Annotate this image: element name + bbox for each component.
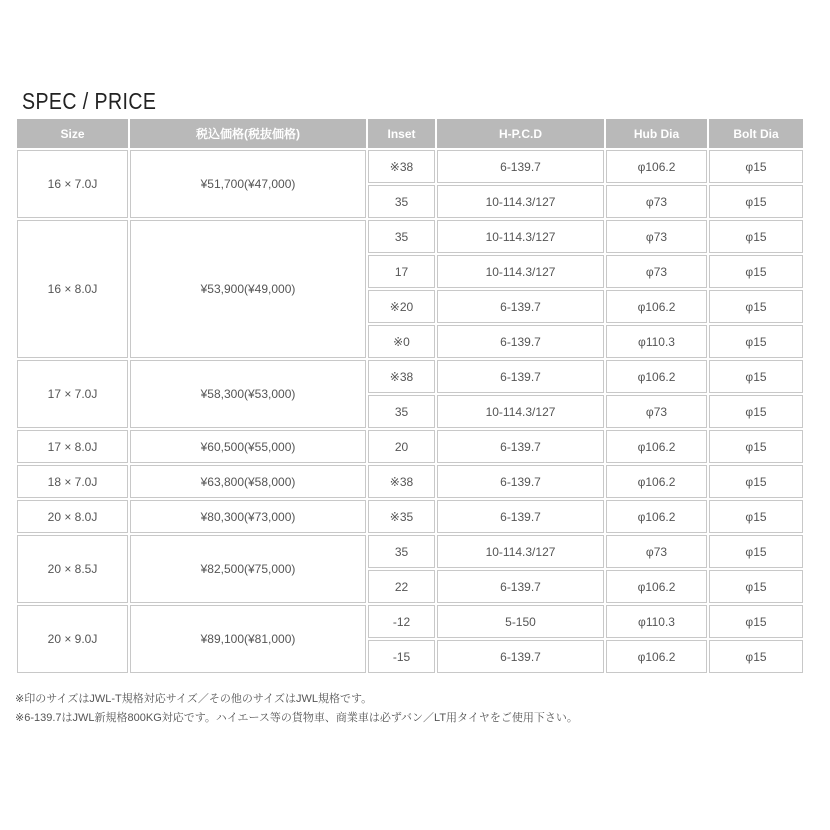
table-row [17, 430, 803, 463]
inset-cell: ※38 [368, 360, 435, 393]
hub-dia-cell: φ110.3 [606, 325, 707, 358]
inset-cell: ※0 [368, 325, 435, 358]
inset-cell: 35 [368, 220, 435, 253]
inset-cell: 35 [368, 535, 435, 568]
size-cell: 20 × 8.5J [17, 535, 128, 603]
inset-cell: ※20 [368, 290, 435, 323]
hpcd-cell: 10-114.3/127 [437, 220, 604, 253]
inset-cell: 20 [368, 430, 435, 463]
inset-cell: 35 [368, 395, 435, 428]
hub-dia-cell: φ106.2 [606, 290, 707, 323]
price-cell: ¥80,300(¥73,000) [130, 500, 366, 533]
size-cell: 20 × 8.0J [17, 500, 128, 533]
header-inset: Inset [368, 119, 435, 148]
hpcd-cell: 6-139.7 [437, 500, 604, 533]
bolt-dia-cell: φ15 [709, 570, 803, 603]
bolt-dia-cell: φ15 [709, 325, 803, 358]
hpcd-cell: 10-114.3/127 [437, 395, 604, 428]
size-cell: 20 × 9.0J [17, 605, 128, 673]
bolt-dia-cell: φ15 [709, 430, 803, 463]
bolt-dia-cell: φ15 [709, 640, 803, 673]
bolt-dia-cell: φ15 [709, 220, 803, 253]
hpcd-cell: 6-139.7 [437, 465, 604, 498]
hub-dia-cell: φ73 [606, 185, 707, 218]
bolt-dia-cell: φ15 [709, 150, 803, 183]
bolt-dia-cell: φ15 [709, 500, 803, 533]
hub-dia-cell: φ106.2 [606, 500, 707, 533]
hpcd-cell: 6-139.7 [437, 290, 604, 323]
bolt-dia-cell: φ15 [709, 360, 803, 393]
bolt-dia-cell: φ15 [709, 465, 803, 498]
size-cell: 18 × 7.0J [17, 465, 128, 498]
table-row [17, 150, 803, 183]
bolt-dia-cell: φ15 [709, 535, 803, 568]
footnote: ※6-139.7はJWL新規格800KG対応です。ハイエース等の貨物車、商業車は必ずバン／LT用タイヤをご使用下さい。 [15, 712, 578, 724]
header-hpcd: H-P.C.D [437, 119, 604, 148]
inset-cell: 22 [368, 570, 435, 603]
bolt-dia-cell: φ15 [709, 290, 803, 323]
hpcd-cell: 6-139.7 [437, 640, 604, 673]
table-header-row [17, 119, 803, 148]
inset-cell: ※38 [368, 150, 435, 183]
size-cell: 17 × 8.0J [17, 430, 128, 463]
header-bolt-dia: Bolt Dia [709, 119, 803, 148]
price-cell: ¥53,900(¥49,000) [130, 220, 366, 358]
hub-dia-cell: φ106.2 [606, 570, 707, 603]
hub-dia-cell: φ73 [606, 220, 707, 253]
size-cell: 16 × 7.0J [17, 150, 128, 218]
inset-cell: ※38 [368, 465, 435, 498]
footnotes [15, 690, 578, 728]
hub-dia-cell: φ106.2 [606, 150, 707, 183]
inset-cell: ※35 [368, 500, 435, 533]
price-cell: ¥89,100(¥81,000) [130, 605, 366, 673]
table-row [17, 535, 803, 568]
hub-dia-cell: φ106.2 [606, 430, 707, 463]
inset-cell: -15 [368, 640, 435, 673]
inset-cell: -12 [368, 605, 435, 638]
price-cell: ¥60,500(¥55,000) [130, 430, 366, 463]
hub-dia-cell: φ73 [606, 255, 707, 288]
hpcd-cell: 6-139.7 [437, 325, 604, 358]
hpcd-cell: 6-139.7 [437, 360, 604, 393]
hpcd-cell: 6-139.7 [437, 150, 604, 183]
inset-cell: 35 [368, 185, 435, 218]
table-row [17, 605, 803, 638]
header-hub-dia: Hub Dia [606, 119, 707, 148]
header-price: 税込価格(税抜価格) [130, 119, 366, 148]
table-row [17, 500, 803, 533]
hub-dia-cell: φ106.2 [606, 640, 707, 673]
size-cell: 16 × 8.0J [17, 220, 128, 358]
bolt-dia-cell: φ15 [709, 255, 803, 288]
table-row [17, 220, 803, 253]
inset-cell: 17 [368, 255, 435, 288]
hpcd-cell: 10-114.3/127 [437, 255, 604, 288]
spec-price-table [15, 117, 805, 675]
hpcd-cell: 10-114.3/127 [437, 185, 604, 218]
price-cell: ¥58,300(¥53,000) [130, 360, 366, 428]
size-cell: 17 × 7.0J [17, 360, 128, 428]
hub-dia-cell: φ73 [606, 535, 707, 568]
hpcd-cell: 10-114.3/127 [437, 535, 604, 568]
price-cell: ¥51,700(¥47,000) [130, 150, 366, 218]
page-title: SPEC / PRICE [22, 88, 157, 114]
table-body [17, 150, 803, 673]
hub-dia-cell: φ106.2 [606, 465, 707, 498]
hpcd-cell: 5-150 [437, 605, 604, 638]
hub-dia-cell: φ106.2 [606, 360, 707, 393]
table-row [17, 465, 803, 498]
header-size: Size [17, 119, 128, 148]
hub-dia-cell: φ110.3 [606, 605, 707, 638]
price-cell: ¥63,800(¥58,000) [130, 465, 366, 498]
bolt-dia-cell: φ15 [709, 605, 803, 638]
hub-dia-cell: φ73 [606, 395, 707, 428]
bolt-dia-cell: φ15 [709, 395, 803, 428]
hpcd-cell: 6-139.7 [437, 570, 604, 603]
bolt-dia-cell: φ15 [709, 185, 803, 218]
table-row [17, 360, 803, 393]
price-cell: ¥82,500(¥75,000) [130, 535, 366, 603]
hpcd-cell: 6-139.7 [437, 430, 604, 463]
footnote: ※印のサイズはJWL-T規格対応サイズ／その他のサイズはJWL規格です。 [15, 693, 373, 705]
